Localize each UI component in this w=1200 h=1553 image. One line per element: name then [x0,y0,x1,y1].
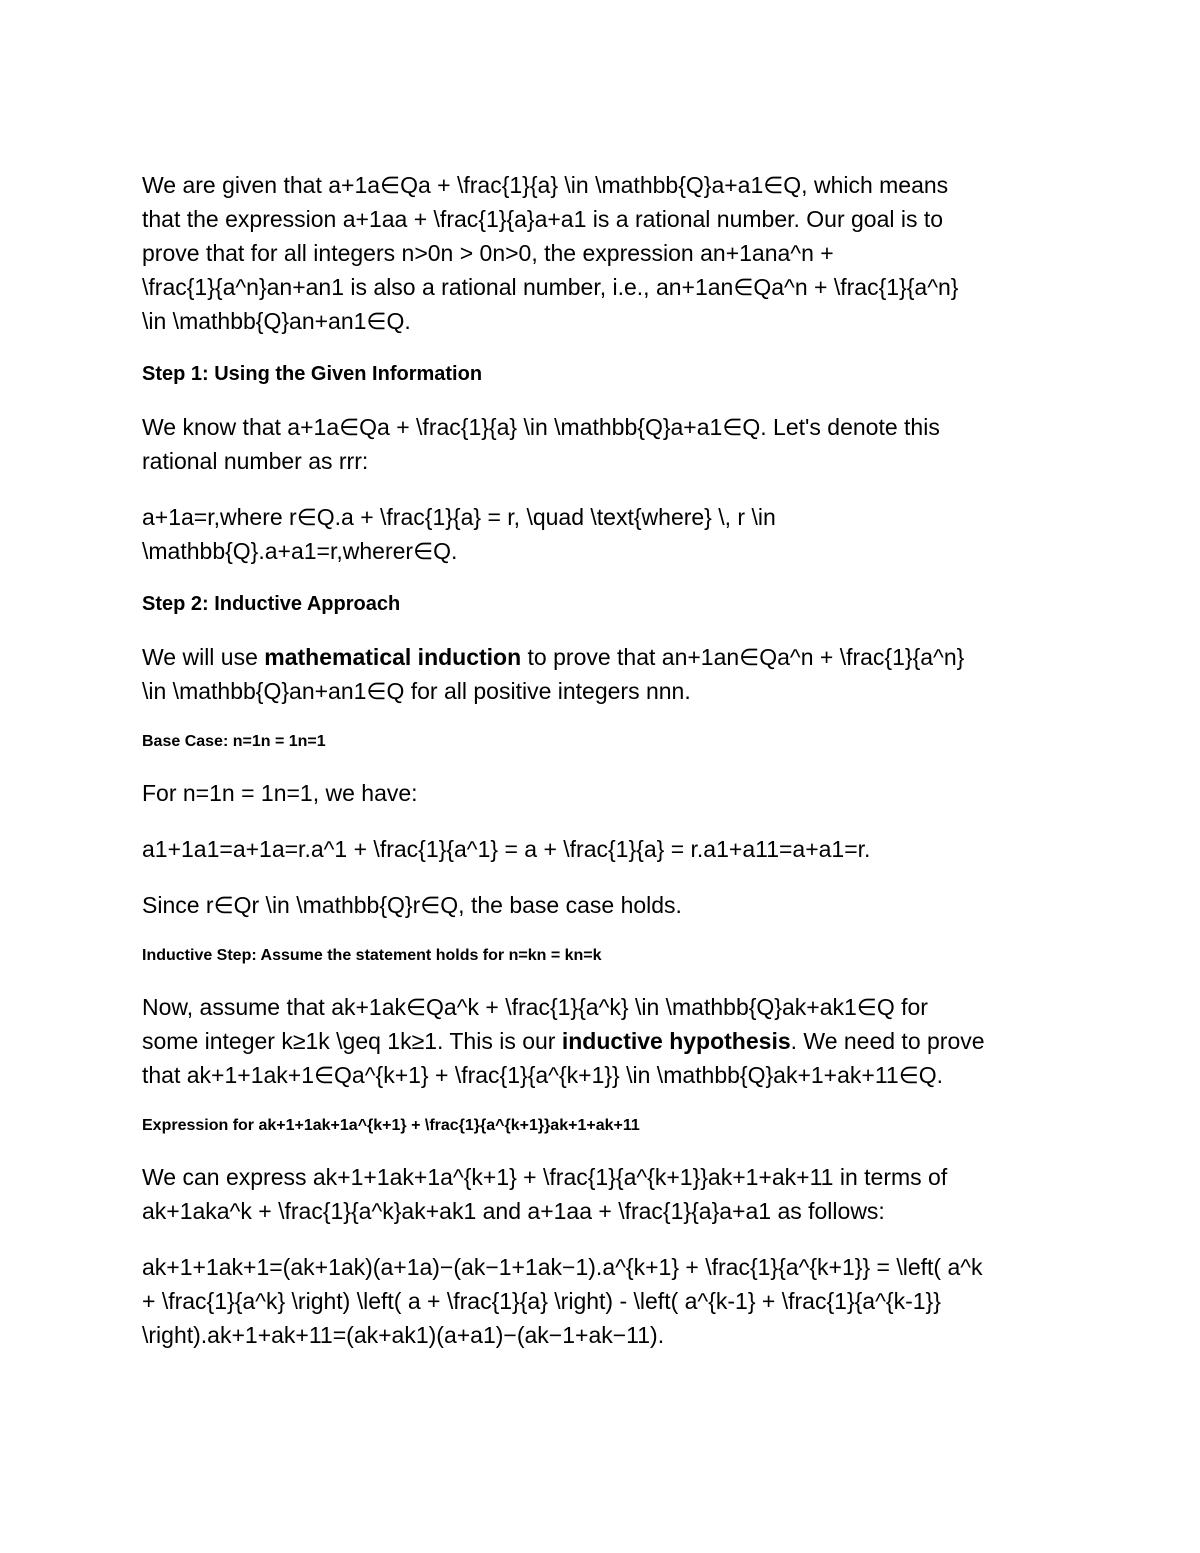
inductive-line-1: Now, assume that ak+1ak∈Qa^k + \frac{1}{a^k} \in \mathbb{Q}ak+ak1∈Q for [142,994,928,1020]
step1-p2-line-1: a+1a=r,where r∈Q.a + \frac{1}{a} = r, \quad \text{where} \, r \in [142,504,776,530]
inductive-text-pre: some integer k≥1k \geq 1k≥1. This is our [142,1028,562,1054]
intro-paragraph [142,168,1062,338]
intro-line-1: We are given that a+1a∈Qa + \frac{1}{a} \in \mathbb{Q}a+a1∈Q, which means [142,172,949,198]
expression-heading: Expression for ak+1+1ak+1a^{k+1} + \frac{1}{a^{k+1}}ak+1+ak+11 [142,1117,640,1134]
step2-text-post: to prove that an+1an∈Qa^n + \frac{1}{a^n} [521,644,965,670]
step1-heading: Step 1: Using the Given Information [142,363,483,385]
step1-paragraph-2 [142,500,1062,568]
document-page [142,168,1062,1374]
base-case-paragraph-1: For n=1n = 1n=1, we have: [142,780,418,806]
inductive-step-paragraph [142,990,1062,1092]
inductive-bold-term: inductive hypothesis [561,1028,791,1054]
intro-line-4: \frac{1}{a^n}an+an1 is also a rational number, i.e., an+1an∈Qa^n + \frac{1}{a^n} [142,274,959,300]
step2-heading: Step 2: Inductive Approach [142,593,401,615]
intro-line-2: that the expression a+1aa + \frac{1}{a}a+a1 is a rational number. Our goal is to [142,206,944,232]
inductive-text-post: . We need to prove [790,1028,985,1054]
step1-p1-line-2: rational number as rrr: [142,448,369,474]
inductive-line-2 [142,1024,1062,1058]
expression-p1-line-1: We can express ak+1+1ak+1a^{k+1} + \frac{1}{a^{k+1}}ak+1+ak+11 in terms of [142,1164,948,1190]
expression-p2-line-2: + \frac{1}{a^k} \right) \left( a + \frac{1}{a} \right) - \left( a^{k-1} + \frac{1}{a^{k-1}} [142,1288,941,1314]
expression-p1-line-2: ak+1aka^k + \frac{1}{a^k}ak+ak1 and a+1aa + \frac{1}{a}a+a1 as follows: [142,1198,885,1224]
expression-paragraph-2 [142,1250,1062,1352]
expression-p2-line-3: \right).ak+1+ak+11=(ak+ak1)(a+a1)−(ak−1+ak−11). [142,1322,665,1348]
base-case-paragraph-2: a1+1a1=a+1a=r.a^1 + \frac{1}{a^1} = a + \frac{1}{a} = r.a1+a11=a+a1=r. [142,836,871,862]
base-case-paragraph-3: Since r∈Qr \in \mathbb{Q}r∈Q, the base case holds. [142,892,682,918]
inductive-step-heading: Inductive Step: Assume the statement holds for n=kn = kn=k [142,947,602,964]
step1-paragraph-1 [142,410,1062,478]
step2-p1-line-2: \in \mathbb{Q}an+an1∈Q for all positive integers nnn. [142,678,691,704]
step2-bold-term: mathematical induction [264,644,522,670]
inductive-line-3: that ak+1+1ak+1∈Qa^{k+1} + \frac{1}{a^{k+1}} \in \mathbb{Q}ak+1+ak+11∈Q. [142,1062,944,1088]
intro-line-5: \in \mathbb{Q}an+an1∈Q. [142,308,411,334]
step2-p1-line-1 [142,640,1062,674]
intro-line-3: prove that for all integers n>0n > 0n>0, the expression an+1ana^n + [142,240,834,266]
step1-p1-line-1: We know that a+1a∈Qa + \frac{1}{a} \in \mathbb{Q}a+a1∈Q. Let's denote this [142,414,940,440]
base-case-heading: Base Case: n=1n = 1n=1 [142,733,326,750]
expression-paragraph-1 [142,1160,1062,1228]
step2-text-pre: We will use [142,644,265,670]
step1-p2-line-2: \mathbb{Q}.a+a1=r,wherer∈Q. [142,538,458,564]
expression-p2-line-1: ak+1+1ak+1=(ak+1ak)(a+1a)−(ak−1+1ak−1).a^{k+1} + \frac{1}{a^{k+1}} = \left( a^k [142,1254,983,1280]
step2-paragraph [142,640,1062,708]
